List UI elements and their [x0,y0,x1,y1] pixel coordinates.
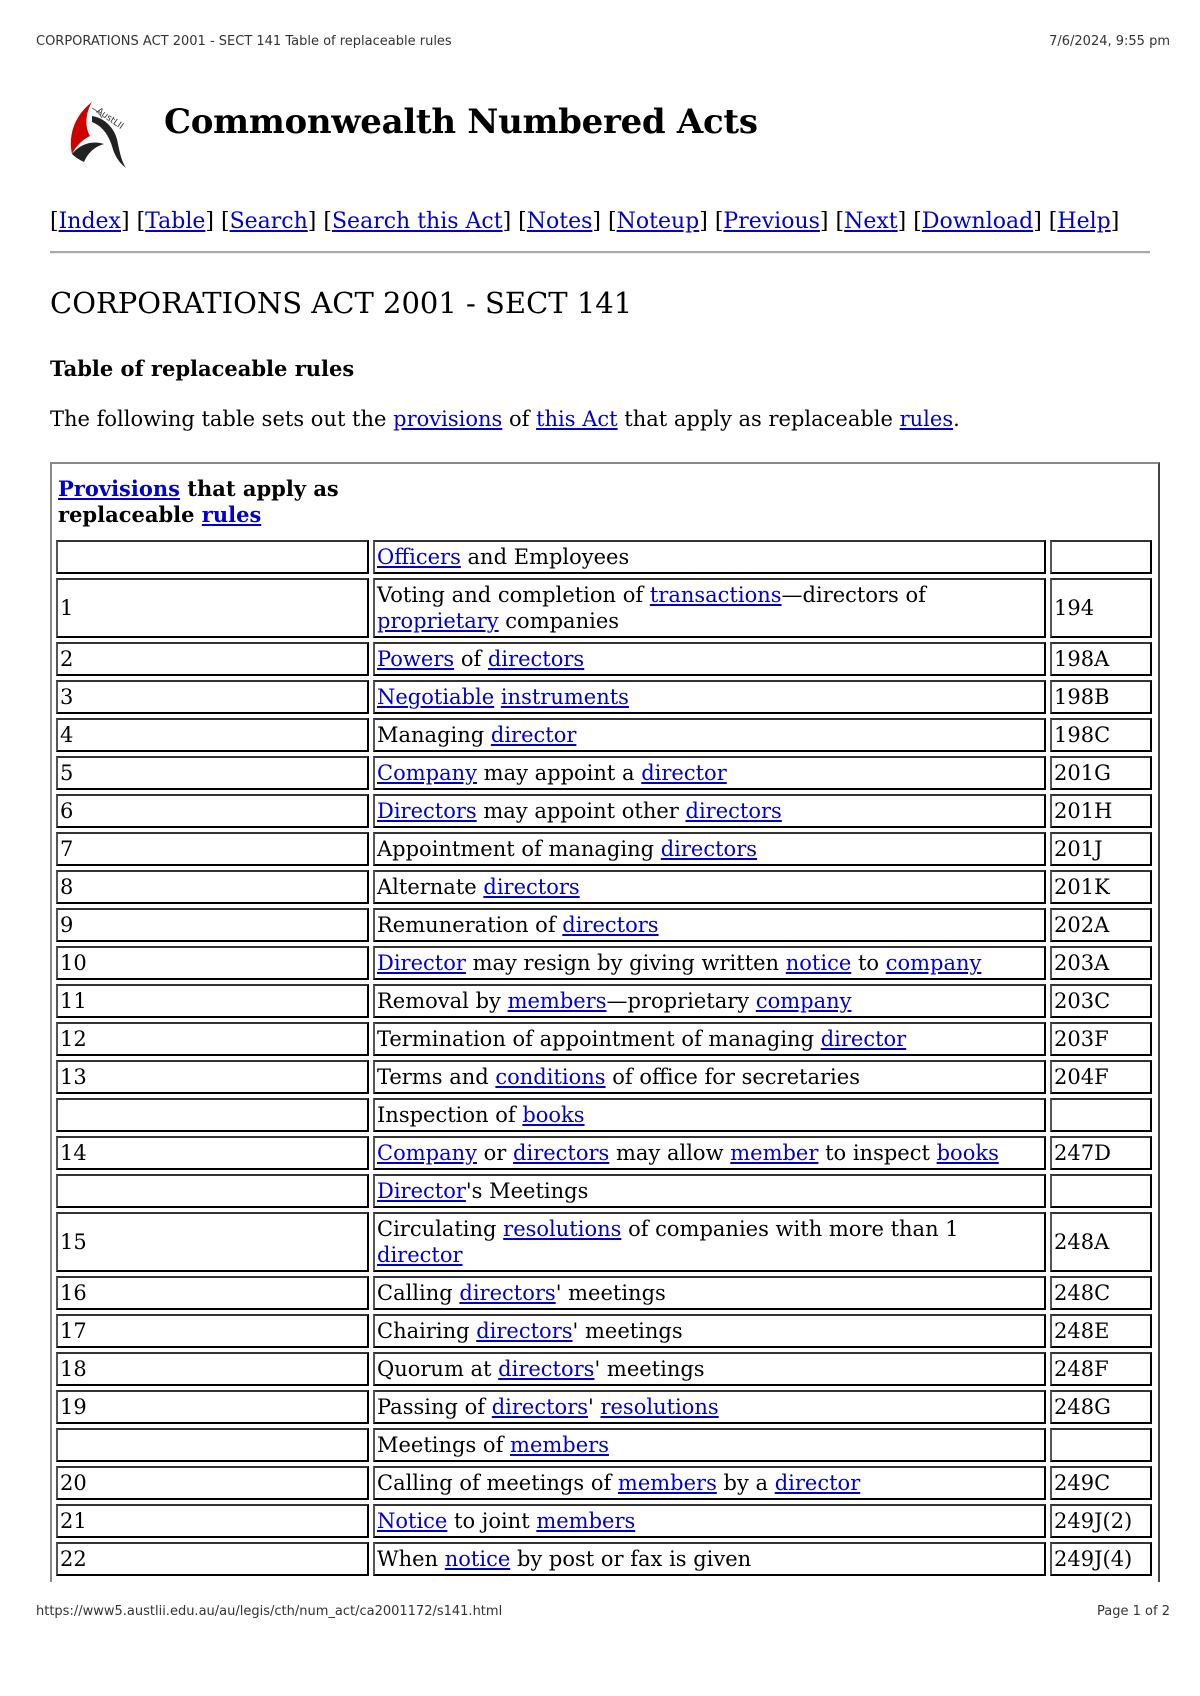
definition-link[interactable]: transactions [649,583,782,607]
description-cell [373,870,1046,904]
link-provisions[interactable]: provisions [393,407,503,431]
item-number-cell: 17 [56,1314,369,1348]
definition-link[interactable]: Company [377,761,477,785]
description-text: may allow [609,1141,731,1165]
print-header-title: CORPORATIONS ACT 2001 - SECT 141 Table of replaceable rules [36,34,452,49]
header-link-provisions[interactable]: Provisions [58,476,180,501]
section-title: CORPORATIONS ACT 2001 - SECT 141 [50,286,633,320]
item-number-cell: 10 [56,946,369,980]
nav-link-notes[interactable]: Notes [526,209,593,234]
table-row [56,946,1152,980]
definition-link[interactable]: directors [562,913,659,937]
table-row [56,984,1152,1018]
definition-link[interactable]: director [377,1243,463,1267]
section-ref-cell: 248C [1050,1276,1152,1310]
description-text: ' meetings [594,1357,705,1381]
description-text: Chairing [377,1319,477,1343]
description-text: and Employees [460,545,630,569]
table-row [56,1466,1152,1500]
description-text: —directors of [781,583,926,607]
description-text: Passing of [377,1395,492,1419]
description-text: Meetings of [377,1433,511,1457]
section-subtitle: Table of replaceable rules [50,356,355,381]
description-cell [373,1504,1046,1538]
description-text: Remuneration of [377,913,563,937]
print-footer [36,1604,1170,1624]
table-group-row [56,1174,1152,1208]
section-ref-cell: 201K [1050,870,1152,904]
description-text: Terms and [377,1065,496,1089]
description-text: Inspection of [377,1103,523,1127]
nav-bar: [Index] [Table] [Search] [Search this Act] [Notes] [Noteup] [Previous] [Next] [Download] [Help] [50,209,1120,234]
intro-text: that apply as replaceable [617,407,900,431]
table-group-row [56,1428,1152,1462]
item-number-cell: 16 [56,1276,369,1310]
description-cell [373,756,1046,790]
nav-link-table[interactable]: Table [145,209,206,234]
section-ref-cell: 201H [1050,794,1152,828]
description-cell [373,1060,1046,1094]
table-row [56,642,1152,676]
definition-link[interactable]: directors [498,1357,595,1381]
item-number-cell: 15 [56,1212,369,1272]
description-text: —proprietary [606,989,756,1013]
description-cell [373,946,1046,980]
table-group-row [56,540,1152,574]
description-text: Voting and completion of [377,583,650,607]
definition-link[interactable]: resolutions [600,1395,719,1419]
definition-link[interactable]: notice [444,1547,511,1571]
logo-lettering: AustLII [94,106,125,132]
definition-link[interactable]: directors [476,1319,573,1343]
print-header-datetime: 7/6/2024, 9:55 pm [1049,34,1170,49]
description-text: ' meetings [555,1281,666,1305]
item-number-cell: 2 [56,642,369,676]
definition-link[interactable]: Notice [377,1509,448,1533]
site-title: Commonwealth Numbered Acts [164,102,758,142]
description-text: to [851,951,886,975]
description-cell [373,1174,1046,1208]
table-row [56,908,1152,942]
description-text: by a [716,1471,775,1495]
section-ref-cell: 249J(4) [1050,1542,1152,1576]
definition-link[interactable]: books [522,1103,585,1127]
description-cell [373,1466,1046,1500]
item-number-cell: 5 [56,756,369,790]
item-number-cell: 14 [56,1136,369,1170]
description-text: Removal by [377,989,508,1013]
header-link-rules[interactable]: rules [201,502,262,527]
table-row [56,832,1152,866]
description-text: to inspect [818,1141,937,1165]
intro-paragraph [50,407,960,431]
definition-link[interactable]: Officers [377,545,461,569]
description-text: of office for secretaries [605,1065,860,1089]
description-cell [373,832,1046,866]
section-ref-cell: 203F [1050,1022,1152,1056]
table-row [56,1212,1152,1272]
definition-link[interactable]: books [936,1141,999,1165]
description-cell [373,794,1046,828]
definition-link[interactable]: instruments [500,685,629,709]
definition-link[interactable]: conditions [495,1065,606,1089]
description-cell [373,984,1046,1018]
definition-link[interactable]: member [730,1141,819,1165]
section-ref-cell: 204F [1050,1060,1152,1094]
definition-link[interactable]: directors [491,1395,589,1419]
item-number-cell: 1 [56,578,369,638]
section-ref-cell: 202A [1050,908,1152,942]
definition-link[interactable]: directors [483,875,580,899]
nav-link-previous[interactable]: Previous [723,209,820,234]
table-row [56,578,1152,638]
definition-link[interactable]: Director [377,951,466,975]
section-ref-cell: 248G [1050,1390,1152,1424]
print-footer-page: Page 1 of 2 [1097,1604,1170,1619]
definition-link[interactable]: director [774,1471,861,1495]
table-header-empty [373,468,1152,536]
item-number-cell [56,1174,369,1208]
intro-text: of [502,407,537,431]
definition-link[interactable]: director [641,761,727,785]
description-text: Calling [377,1281,460,1305]
item-number-cell: 11 [56,984,369,1018]
description-text: of companies with more than 1 [621,1217,959,1241]
description-text: of [454,647,488,671]
table-group-row [56,1098,1152,1132]
section-ref-cell [1050,1428,1152,1462]
item-number-cell: 8 [56,870,369,904]
description-text [494,685,501,709]
section-ref-cell: 198A [1050,642,1152,676]
section-ref-cell [1050,1174,1152,1208]
table-row [56,1136,1152,1170]
section-ref-cell: 201J [1050,832,1152,866]
austlii-logo-icon[interactable] [62,96,136,174]
section-ref-cell: 198B [1050,680,1152,714]
description-cell [373,1136,1046,1170]
definition-link[interactable]: directors [513,1141,610,1165]
table-row [56,870,1152,904]
description-cell [373,1212,1046,1272]
item-number-cell: 7 [56,832,369,866]
definition-link[interactable]: notice [785,951,852,975]
table-row [56,1390,1152,1424]
item-number-cell: 3 [56,680,369,714]
section-ref-cell [1050,1098,1152,1132]
description-text: Appointment of managing [377,837,661,861]
item-number-cell: 6 [56,794,369,828]
item-number-cell: 18 [56,1352,369,1386]
table-row [56,756,1152,790]
section-ref-cell: 203C [1050,984,1152,1018]
description-text: Managing [377,723,491,747]
table-row [56,794,1152,828]
description-cell [373,1390,1046,1424]
table-header-cell [56,468,369,536]
item-number-cell [56,1098,369,1132]
table-row [56,1060,1152,1094]
item-number-cell [56,1428,369,1462]
description-cell [373,1542,1046,1576]
divider [50,251,1150,254]
table-row [56,1276,1152,1310]
description-cell [373,642,1046,676]
intro-text: The following table sets out the [50,407,394,431]
description-text: may resign by giving written [465,951,786,975]
item-number-cell: 4 [56,718,369,752]
definition-link[interactable]: Company [377,1141,477,1165]
nav-link-noteup[interactable]: Noteup [616,209,700,234]
description-text: or [476,1141,514,1165]
link-this-act[interactable]: this Act [536,407,618,431]
description-text: companies [498,609,620,633]
rules-table-container [50,462,1160,1582]
description-cell [373,1428,1046,1462]
table-row [56,1504,1152,1538]
definition-link[interactable]: Director [377,1179,466,1203]
definition-link[interactable]: directors [685,799,782,823]
print-footer-url: https://www5.austlii.edu.au/au/legis/cth/num_act/ca2001172/s141.html [36,1604,503,1619]
description-text: Alternate [377,875,484,899]
definition-link[interactable]: members [617,1471,717,1495]
section-ref-cell: 203A [1050,946,1152,980]
definition-link[interactable]: Powers [377,647,455,671]
description-cell [373,540,1046,574]
description-cell [373,1098,1046,1132]
description-cell [373,1352,1046,1386]
section-ref-cell: 248F [1050,1352,1152,1386]
definition-link[interactable]: members [536,1509,636,1533]
definition-link[interactable]: company [755,989,852,1013]
nav-link-next[interactable]: Next [844,209,898,234]
nav-link-index[interactable]: Index [58,209,121,234]
item-number-cell [56,540,369,574]
description-text: may appoint other [476,799,686,823]
table-row [56,1022,1152,1056]
definition-link[interactable]: director [820,1027,907,1051]
definition-link[interactable]: resolutions [503,1217,622,1241]
description-text: to joint [447,1509,537,1533]
definition-link[interactable]: directors [660,837,758,861]
item-number-cell: 20 [56,1466,369,1500]
description-text: When [377,1547,445,1571]
description-text: ' [588,1395,601,1419]
section-ref-cell: 249C [1050,1466,1152,1500]
description-cell [373,680,1046,714]
intro-text: . [953,407,960,431]
section-ref-cell: 198C [1050,718,1152,752]
nav-link-download[interactable]: Download [921,209,1034,234]
nav-link-help[interactable]: Help [1057,209,1111,234]
table-header-row [56,468,1152,536]
description-text: 's Meetings [465,1179,589,1203]
definition-link[interactable]: directors [459,1281,556,1305]
section-ref-cell: 249J(2) [1050,1504,1152,1538]
section-ref-cell [1050,540,1152,574]
definition-link[interactable]: members [507,989,607,1013]
item-number-cell: 19 [56,1390,369,1424]
description-text: Quorum at [377,1357,499,1381]
item-number-cell: 22 [56,1542,369,1576]
nav-link-search[interactable]: Search [229,209,308,234]
description-cell [373,1314,1046,1348]
table-row [56,1314,1152,1348]
table-row [56,718,1152,752]
description-text: by post or fax is given [510,1547,752,1571]
section-ref-cell: 248A [1050,1212,1152,1272]
table-row [56,680,1152,714]
item-number-cell: 12 [56,1022,369,1056]
definition-link[interactable]: proprietary [377,609,499,633]
definition-link[interactable]: Directors [377,799,477,823]
item-number-cell: 21 [56,1504,369,1538]
section-ref-cell: 248E [1050,1314,1152,1348]
definition-link[interactable]: director [490,723,577,747]
description-text: Calling of meetings of [377,1471,618,1495]
description-cell [373,578,1046,638]
item-number-cell: 13 [56,1060,369,1094]
description-cell [373,908,1046,942]
description-text: may appoint a [476,761,642,785]
section-ref-cell: 201G [1050,756,1152,790]
definition-link[interactable]: Negotiable [377,685,495,709]
link-rules[interactable]: rules [899,407,954,431]
replaceable-rules-table [52,464,1156,1580]
definition-link[interactable]: members [510,1433,609,1457]
print-header [36,34,1170,54]
description-text: Termination of appointment of managing [377,1027,821,1051]
header-text: that apply as replaceable [58,476,339,527]
table-row [56,1352,1152,1386]
description-cell [373,718,1046,752]
section-ref-cell: 247D [1050,1136,1152,1170]
section-ref-cell: 194 [1050,578,1152,638]
definition-link[interactable]: directors [487,647,585,671]
item-number-cell: 9 [56,908,369,942]
description-text: Circulating [377,1217,504,1241]
table-row [56,1542,1152,1576]
description-cell [373,1022,1046,1056]
definition-link[interactable]: company [885,951,982,975]
description-cell [373,1276,1046,1310]
nav-link-search-this-act[interactable]: Search this Act [331,209,503,234]
description-text: ' meetings [572,1319,683,1343]
